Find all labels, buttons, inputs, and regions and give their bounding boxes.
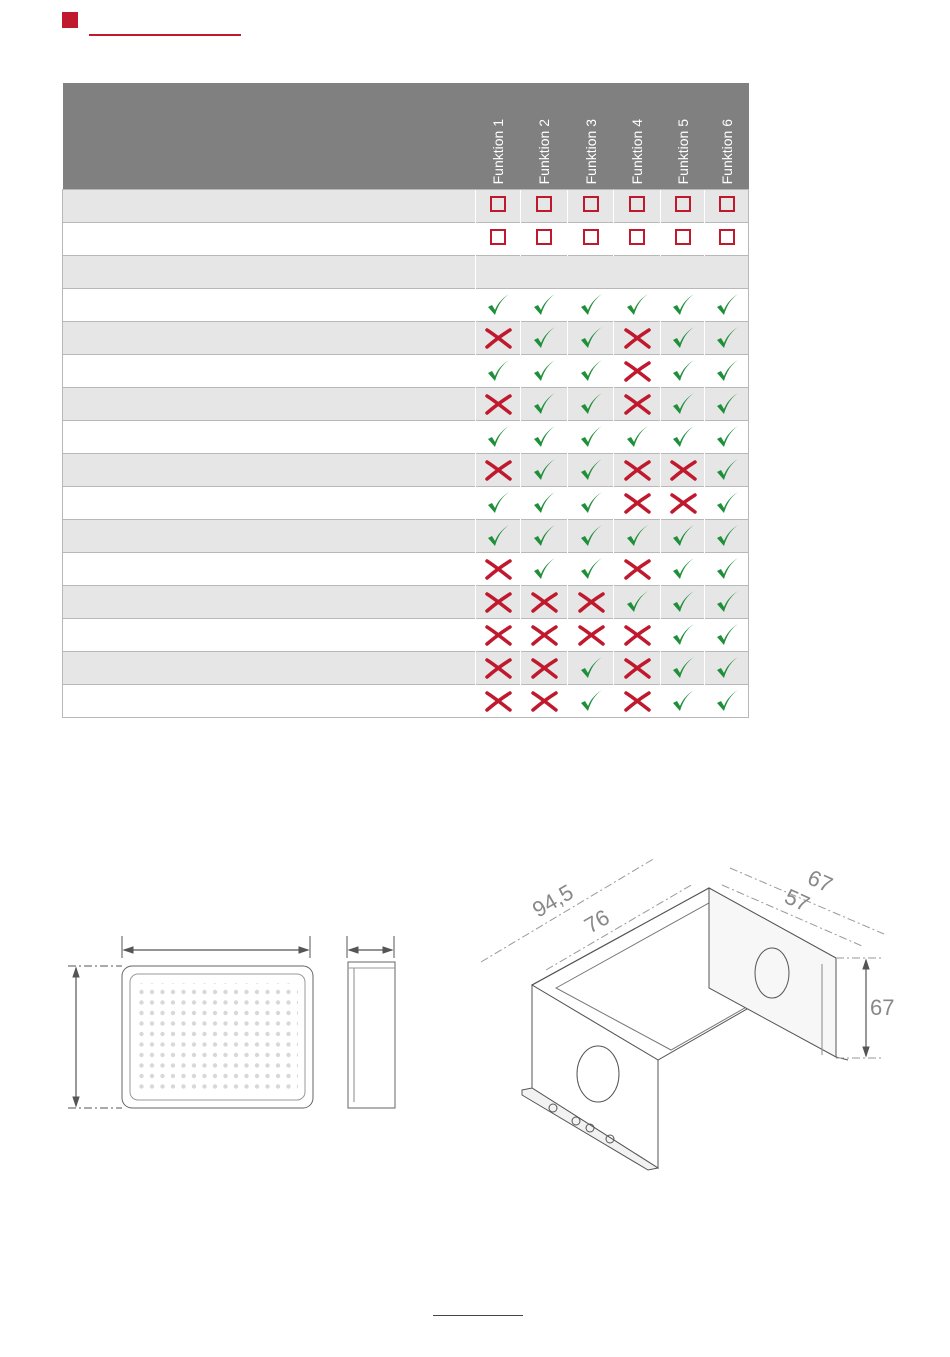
column-header-label: Funktion 2 xyxy=(536,118,552,184)
column-header-label: Funktion 4 xyxy=(629,118,645,184)
dim-inner-length: 76 xyxy=(580,904,614,939)
dim-inner-width: 57 xyxy=(780,883,814,917)
dim-outer-width: 67 xyxy=(803,864,837,898)
column-header-label: Funktion 5 xyxy=(674,118,691,184)
column-header-label: Funktion 1 xyxy=(490,118,506,184)
dim-outer-length: 94,5 xyxy=(528,879,578,923)
side-view xyxy=(347,936,395,1108)
front-view xyxy=(68,936,313,1108)
dim-height: 67 xyxy=(870,995,895,1020)
column-header-label: Funktion 6 xyxy=(718,118,735,184)
footer-rule xyxy=(433,1315,523,1316)
column-header-label: Funktion 3 xyxy=(582,118,599,184)
